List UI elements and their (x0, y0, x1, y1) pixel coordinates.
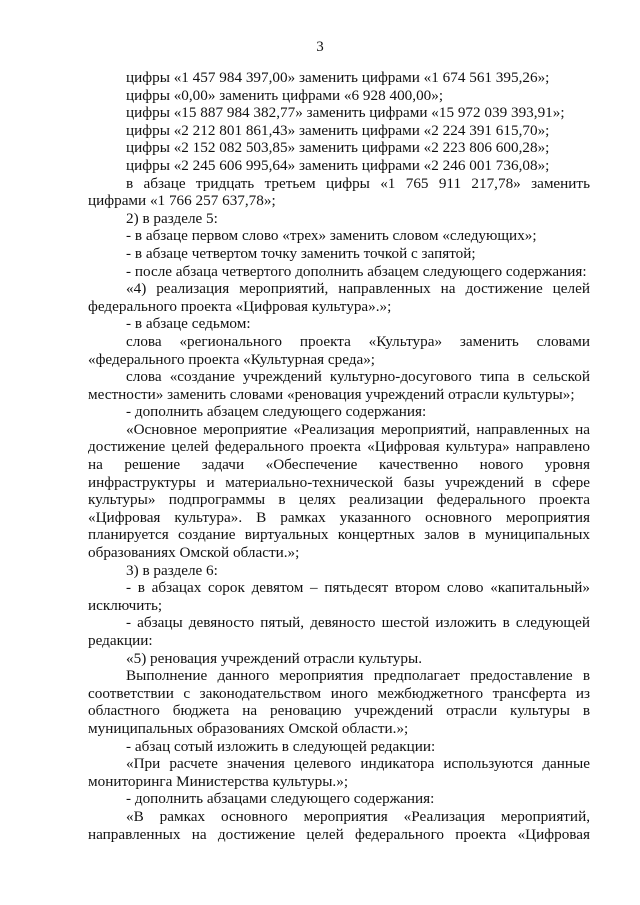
paragraph-20: - абзацы девяносто пятый, девяносто шестой изложить в следующей редакции: (88, 614, 590, 649)
paragraph-13: - в абзаце седьмом: (126, 315, 251, 333)
paragraph-8: 2) в разделе 5: (126, 209, 218, 227)
paragraph-11: - после абзаца четвертого дополнить абзацем следующего содержания: (126, 262, 587, 280)
paragraph-18: 3) в разделе 6: (126, 561, 218, 579)
document-body (88, 69, 590, 843)
paragraph-1: цифры «1 457 984 397,00» заменить цифрами «1 674 561 395,26»; (126, 69, 550, 86)
paragraph-9: - в абзаце первом слово «трех» заменить словом «следующих»; (126, 227, 537, 245)
paragraph-19: - в абзацах сорок девятом – пятьдесят втором слово «капитальный» исключить; (88, 579, 590, 614)
paragraph-10: - в абзаце четвертом точку заменить точкой с запятой; (126, 244, 476, 262)
paragraph-7: в абзаце тридцать третьем цифры «1 765 911 217,78» заменить цифрами «1 766 257 637,78»; (88, 174, 590, 210)
paragraph-21: «5) реновация учреждений отрасли культуры. (126, 649, 422, 667)
paragraph-14: слова «регионального проекта «Культура» заменить словами «федерального проекта «Культурная среда»; (88, 332, 590, 368)
page-number: 3 (316, 39, 324, 55)
paragraph-25: - дополнить абзацами следующего содержания: (126, 790, 435, 808)
paragraph-2: цифры «0,00» заменить цифрами «6 928 400,00»; (126, 86, 444, 104)
paragraph-23: - абзац сотый изложить в следующей редакции: (126, 737, 436, 755)
paragraph-16: - дополнить абзацем следующего содержания: (126, 403, 427, 421)
paragraph-5: цифры «2 152 082 503,85» заменить цифрами «2 223 806 600,28»; (126, 139, 550, 157)
paragraph-22: Выполнение данного мероприятия предполагает предоставление в соответствии с законодательством иного межбюджетного трансферта из областного бюджета на реновацию учреждений отрасли культуры в муниципальных образованиях Омской области.»; (88, 667, 590, 737)
paragraph-12: «4) реализация мероприятий, направленных на достижение целей федерального проекта «Цифровая культура».»; (88, 280, 590, 315)
paragraph-6: цифры «2 245 606 995,64» заменить цифрами «2 246 001 736,08»; (126, 156, 550, 174)
paragraph-4: цифры «2 212 801 861,43» заменить цифрами «2 224 391 615,70»; (126, 121, 550, 139)
paragraph-15: слова «создание учреждений культурно-досугового типа в сельской местности» заменить словами «реновация учреждений отрасли культуры»; (88, 368, 590, 403)
paragraph-24: «При расчете значения целевого индикатора используются данные мониторинга Министерства культуры.»; (88, 755, 590, 790)
paragraph-17: «Основное мероприятие «Реализация мероприятий, направленных на достижение целей федерального проекта «Цифровая культура» направлено на решение задачи «Обеспечение качественно нового уровня инфраструктуры и материально-технической базы учреждений в сфере культуры» подпрограммы в целях реализации федерального проекта «Цифровая культура». В рамках указанного основного мероприятия планируется создание виртуальных концертных залов в муниципальных образованиях Омской области.»; (88, 420, 590, 562)
paragraph-26: «В рамках основного мероприятия «Реализация мероприятий, направленных на достижение целей федерального проекта «Цифровая (88, 807, 590, 843)
paragraph-3: цифры «15 887 984 382,77» заменить цифрами «15 972 039 393,91»; (126, 104, 565, 122)
